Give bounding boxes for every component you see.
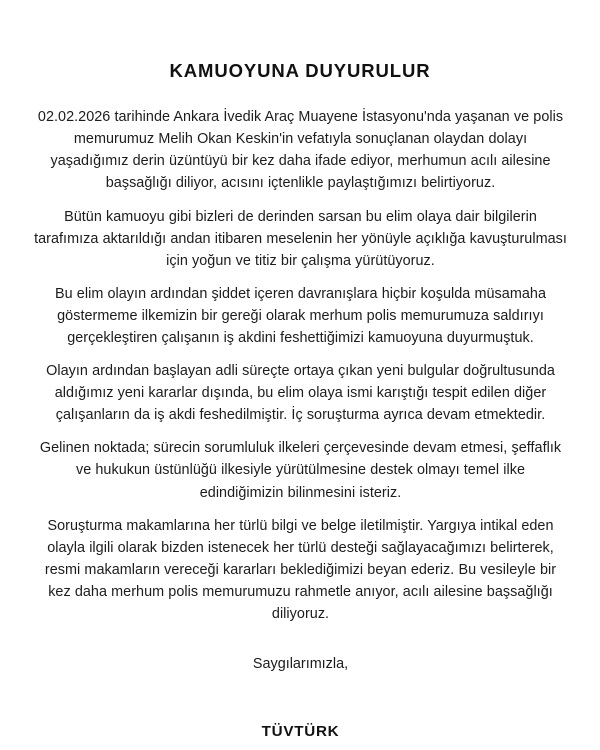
statement-body <box>0 82 600 740</box>
statement-paragraph-5: Gelinen noktada; sürecin sorumluluk ilkeleri çerçevesinde devam etmesi, şeffaflık ve hukukun üstünlüğü ilkesiyle yürütülmesine destek olmayı temel ilke edindiğimizin bilinmesini isteriz. <box>39 440 562 501</box>
closing-salutation: Saygılarımızla, <box>252 656 349 673</box>
statement-paragraph-1: 02.02.2026 tarihinde Ankara İvedik Araç Muayene İstasyonu'nda yaşanan ve polis memurumuz Melih Okan Keskin'in vefatıyla sonuçlanan olaydan dolayı yaşadığımız derin üzüntüyü bir kez daha ifade ediyor, merhumun acılı ailesine başsağlığı diliyor, acısını içtenlikle paylaştığımızı belirtiyoruz. <box>37 109 564 192</box>
statement-paragraph-4: Olayın ardından başlayan adli süreçte ortaya çıkan yeni bulgular doğrultusunda aldığımız yeni kararlar dışında, bu elim olaya ismi karıştığı tespit edilen diğer çalışanların da iş akdi feshedilmiştir. İç soruşturma ayrıca devam etmektedir. <box>46 363 555 424</box>
statement-paragraph-3: Bu elim olayın ardından şiddet içeren davranışlara hiçbir koşulda müsamaha göstermeme ilkemizin bir gereği olarak merhum polis memurumuza saldırıyı gerçekleştiren çalışanın iş akdini feshettiğimizi kamuoyuna duyurmuştuk. <box>54 285 546 346</box>
page-title: KAMUOYUNA DUYURULUR <box>169 60 431 81</box>
signature-company-name: TÜVTÜRK <box>261 723 340 741</box>
statement-paragraph-6: Soruşturma makamlarına her türlü bilgi ve belge iletilmiştir. Yargıya intikal eden olayla ilgili olarak bizden istenecek her türlü desteği sağlayacağımızı belirterek, resmi makamların vereceği kararları beklediğimizi beyan ederiz. Bu vesileyle bir kez daha merhum polis memurumuzu rahmetle anıyor, acılı ailesine başsağlığı diliyoruz. <box>44 517 557 622</box>
statement-paragraph-2: Bütün kamuoyu gibi bizleri de derinden sarsan bu elim olaya dair bilgilerin tarafımıza aktarıldığı andan itibaren meselenin her yönüyle açıklığa kavuşturulması için yoğun ve titiz bir çalışma yürütüyoruz. <box>34 208 567 269</box>
